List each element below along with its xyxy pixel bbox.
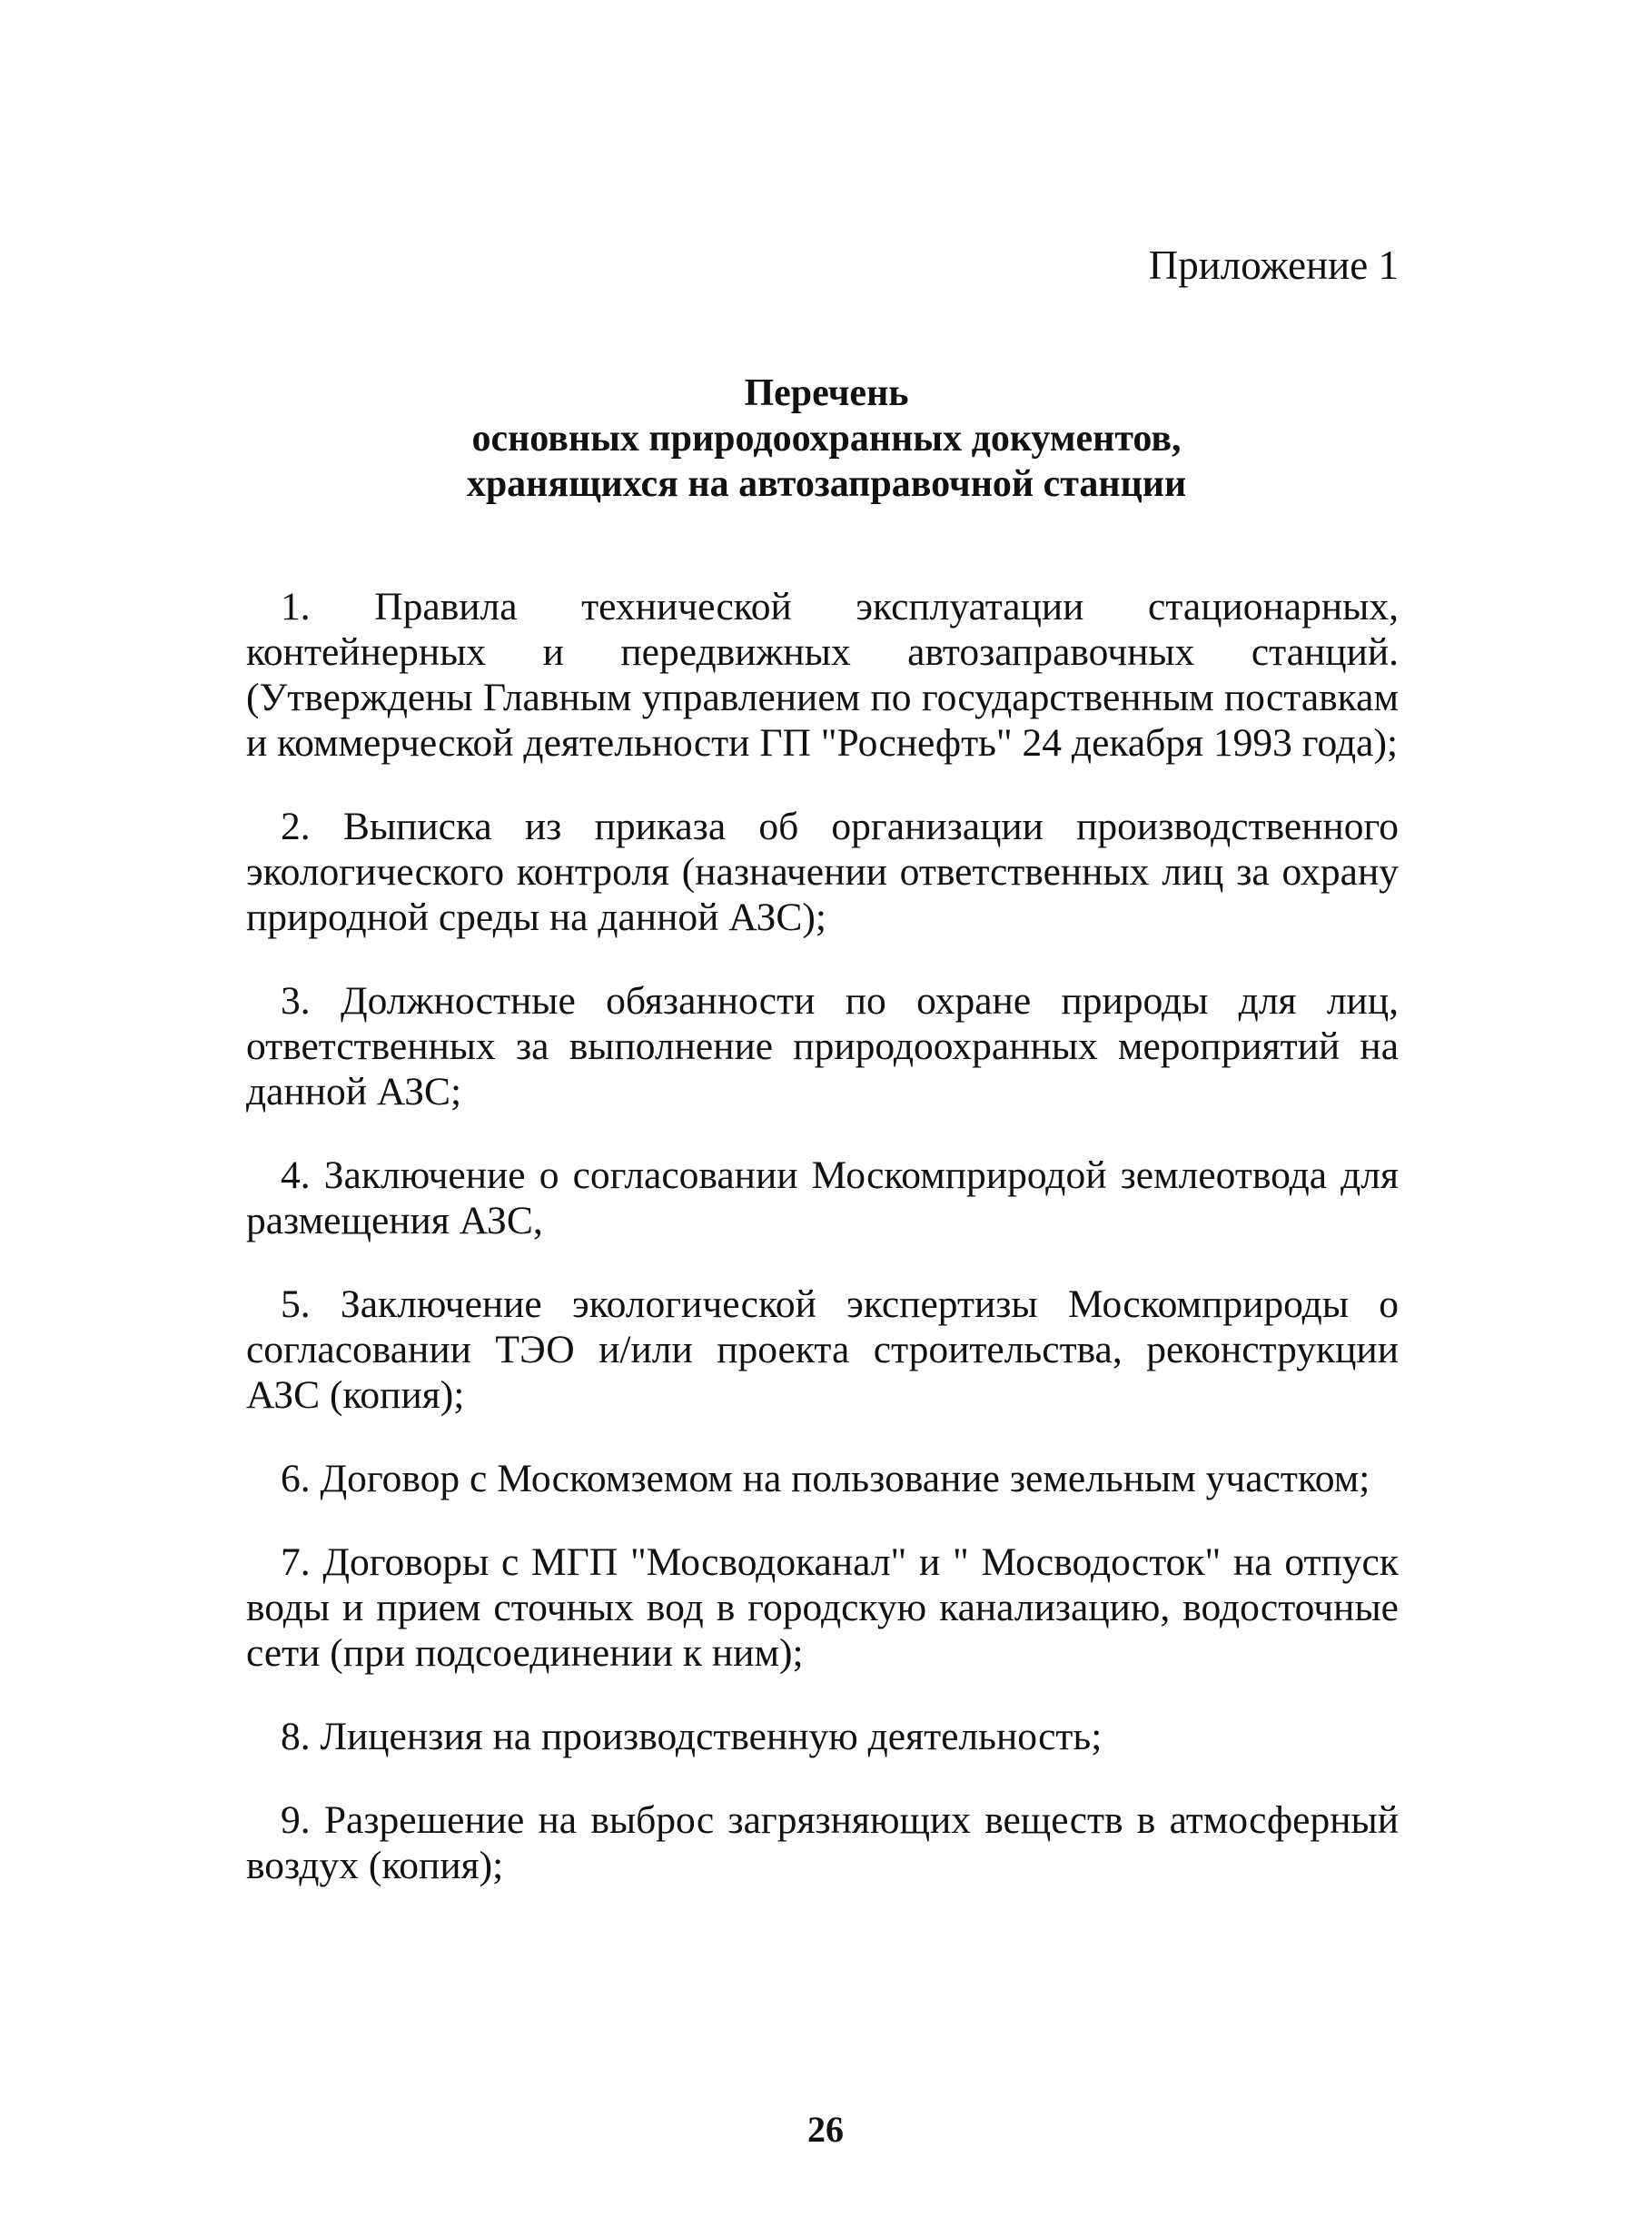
title-line-subject: основных природоохранных документов, <box>471 418 1182 460</box>
list-item-5: 5. Заключение экологической экспертизы Москомприроды о согласовании ТЭО и/или проекта строительства, реконструкции АЗС (копия); <box>246 1282 1399 1417</box>
documents-list <box>246 584 1399 1888</box>
list-item-8: 8. Лицензия на производственную деятельность; <box>281 1715 1103 1758</box>
list-item-4: 4. Заключение о согласовании Москомприродой землеотвода для размещения АЗС, <box>246 1153 1399 1242</box>
list-item-3: 3. Должностные обязанности по охране природы для лиц, ответственных за выполнение природоохранных мероприятий на данной АЗС; <box>246 979 1399 1113</box>
list-item-1: 1. Правила технической эксплуатации стационарных, контейнерных и передвижных автозаправочных станций. (Утверждены Главным управлением по государственным поставкам и коммерческой деятельности ГП "Роснефть" 24 декабря 1993 года); <box>246 585 1399 765</box>
list-item-6: 6. Договор с Москомземом на пользование земельным участком; <box>281 1457 1370 1500</box>
title-line-location: хранящихся на автозаправочной станции <box>466 463 1187 505</box>
appendix-label: Приложение 1 <box>1148 242 1399 288</box>
title-line-heading: Перечень <box>744 372 909 414</box>
list-item-9: 9. Разрешение на выброс загрязняющих веществ в атмосферный воздух (копия); <box>246 1798 1399 1887</box>
page-number: 26 <box>807 2109 844 2150</box>
list-item-2: 2. Выписка из приказа об организации производственного экологического контроля (назначении ответственных лиц за охрану природной среды на данной АЗС); <box>246 805 1399 939</box>
document-title <box>227 371 1426 507</box>
list-item-7: 7. Договоры с МГП "Мосводоканал" и " Мосводосток" на отпуск воды и прием сточных вод в городскую канализацию, водосточные сети (при подсоединении к ним); <box>246 1540 1399 1675</box>
